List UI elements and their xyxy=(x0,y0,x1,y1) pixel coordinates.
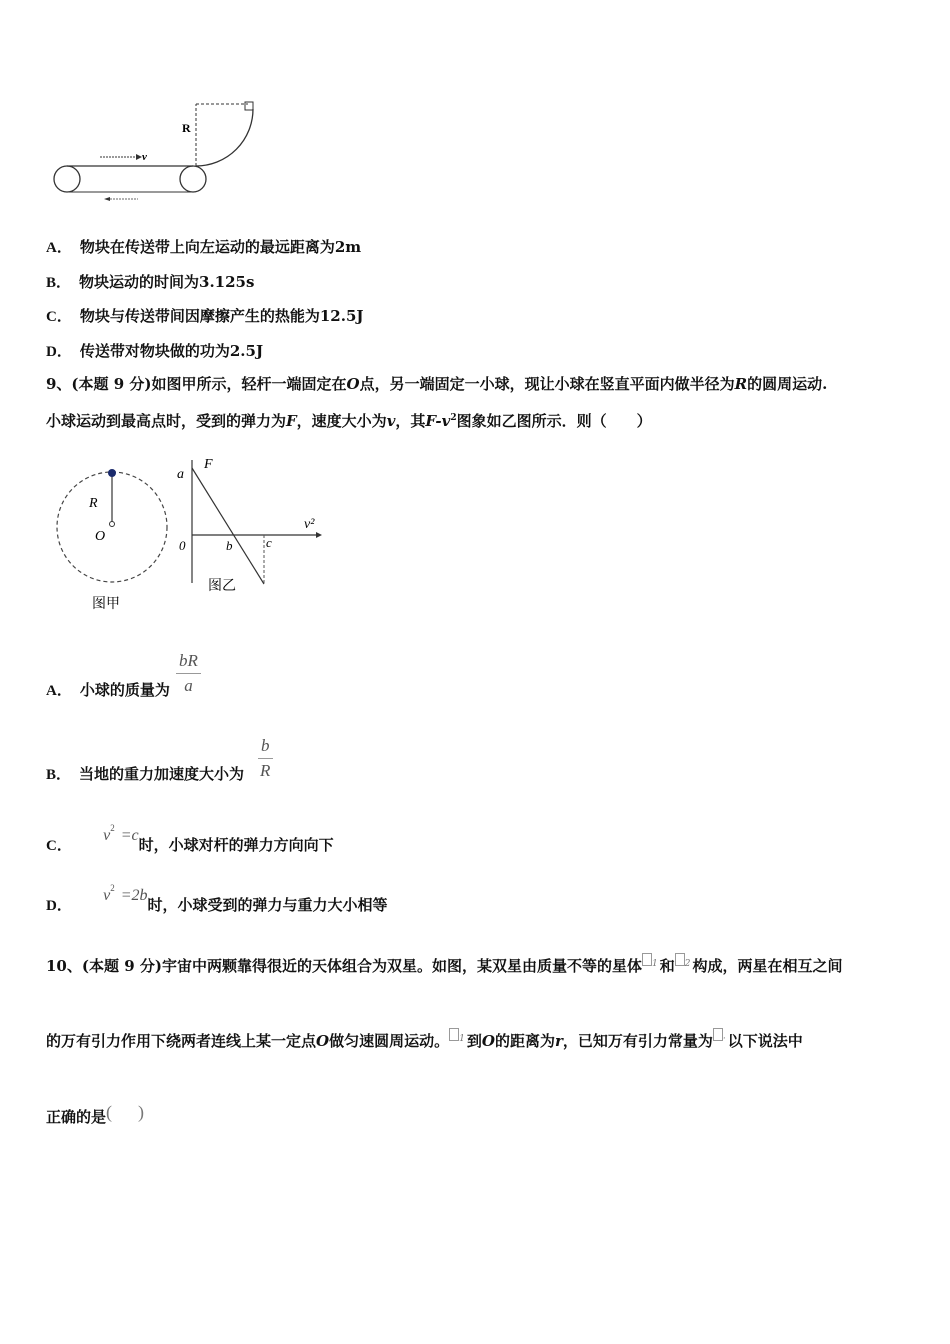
label-r: R xyxy=(182,121,191,135)
caption-yi: 图乙 xyxy=(208,577,236,593)
frac-numerator: b xyxy=(258,736,273,759)
label-a: a xyxy=(177,467,184,482)
missing-glyph-icon xyxy=(449,1028,459,1041)
conveyor-figure xyxy=(40,92,280,212)
q8-option-d: D． 传送带对物块做的功为2.5J xyxy=(46,342,264,360)
q9-stem-line2: 小球运动到最高点时，受到的弹力为F，速度大小为v，其$F-v^2$图象如乙图所示．则（ ） xyxy=(46,412,652,430)
q8-option-b: B． 物块运动的时间为3.125s xyxy=(46,273,255,291)
q9-option-b-fraction xyxy=(258,736,273,781)
left-pulley xyxy=(54,166,80,192)
q9-option-b: B． 当地的重力加速度大小为 xyxy=(46,765,245,783)
q9-option-d: D． $v^2 =2b$时，小球受到的弹力与重力大小相等 xyxy=(46,883,388,914)
q9-option-a-fraction xyxy=(176,651,201,696)
pivot-o xyxy=(110,522,115,527)
missing-glyph-icon xyxy=(642,953,652,966)
label-o: O xyxy=(95,529,106,544)
q10-line3: 正确的是( ) xyxy=(46,1102,145,1126)
label-v: v xyxy=(142,151,147,163)
frac-numerator: bR xyxy=(176,651,201,674)
return-arrowhead xyxy=(104,197,110,201)
label-f: F xyxy=(204,457,213,472)
v2-arrowhead xyxy=(316,532,322,538)
block xyxy=(245,102,253,110)
caption-jia: 图甲 xyxy=(92,595,120,611)
label-b: b xyxy=(226,538,233,553)
q9-option-c: C． $v^2 =c$时，小球对杆的弹力方向向下 xyxy=(46,823,334,854)
answer-paren-open: ( xyxy=(106,1102,113,1122)
q9-option-a: A． 小球的质量为 xyxy=(46,681,170,699)
label-v2: v² xyxy=(304,517,315,532)
q8-option-a: A． 物块在传送带上向左运动的最远距离为2m xyxy=(46,238,362,256)
label-c: c xyxy=(266,535,272,550)
right-pulley xyxy=(180,166,206,192)
graph-line xyxy=(192,468,264,584)
q8-option-c: C． 物块与传送带间因摩擦产生的热能为12.5J xyxy=(46,307,364,325)
frac-denominator: R xyxy=(260,761,271,780)
q10-line2: 的万有引力作用下绕两者连线上某一定点O做匀速圆周运动。 $^1$ 到O的距离为r，已知万有引力常量为 · 以下说法中 xyxy=(46,1028,803,1051)
q10-line1: 10、(本题 9 分)宇宙中两颗靠得很近的天体组合为双星。如图，某双星由质量不等的星体 $^1$ 和 $^2$ 构成，两星在相互之间 xyxy=(46,953,842,976)
figure-yi xyxy=(170,450,330,600)
missing-glyph-icon xyxy=(713,1028,723,1041)
frac-denominator: a xyxy=(184,676,193,695)
quarter-arc xyxy=(196,109,253,166)
label-r: R xyxy=(89,496,98,511)
label-zero: 0 xyxy=(179,538,186,553)
ball xyxy=(108,469,116,477)
q9-stem-line1: 9、(本题 9 分)如图甲所示，轻杆一端固定在O点，另一端固定一小球，现让小球在竖直平面内做半径为R的圆周运动. xyxy=(46,375,828,393)
answer-paren-close: ) xyxy=(138,1102,145,1122)
figure-jia xyxy=(50,460,180,620)
missing-glyph-icon xyxy=(675,953,685,966)
